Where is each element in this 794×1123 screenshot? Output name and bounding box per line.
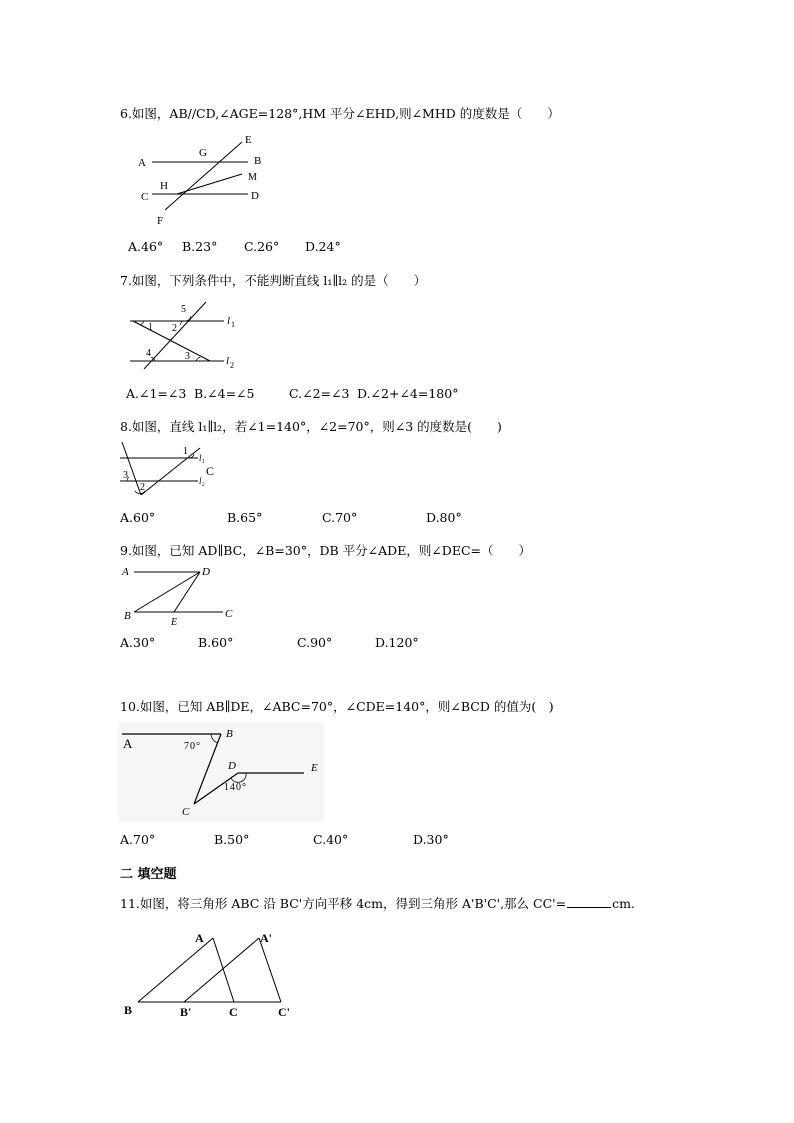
- question-7-text: 7.如图，下列条件中，不能判断直线 l₁∥l₂ 的是（ ）: [120, 273, 427, 288]
- q10-option-a[interactable]: A.70°: [120, 832, 156, 847]
- q7-label-1: 1: [148, 322, 153, 333]
- q6-option-c[interactable]: C.26°: [244, 239, 280, 254]
- q6-label-H: H: [160, 180, 168, 192]
- q7-option-c[interactable]: C.∠2=∠3: [289, 386, 350, 401]
- q9-label-A: A: [122, 566, 129, 578]
- question-9-text: 9.如图，已知 AD∥BC，∠B=30°，DB 平分∠ADE，则∠DEC=（ ）: [120, 543, 531, 558]
- q7-label-l1: l: [227, 315, 231, 327]
- q11-label-A: A: [195, 931, 204, 945]
- q9-option-c[interactable]: C.90°: [297, 635, 333, 650]
- q8-option-c[interactable]: C.70°: [322, 510, 358, 525]
- q6-label-D: D: [251, 190, 259, 202]
- q11-answer-blank[interactable]: [567, 897, 611, 908]
- q10-label-E: E: [311, 762, 318, 774]
- section-title: 二 填空题: [120, 867, 177, 882]
- q10-label-B: B: [226, 728, 233, 740]
- question-8-figure: [118, 440, 228, 502]
- q7-option-b[interactable]: B.∠4=∠5: [194, 386, 255, 401]
- q6-label-E: E: [245, 134, 252, 146]
- q6-label-F: F: [157, 215, 164, 227]
- q6-label-G: G: [199, 147, 207, 159]
- question-7-figure: [128, 296, 248, 376]
- q10-option-d[interactable]: D.30°: [413, 832, 449, 847]
- question-10-figure: [118, 722, 324, 822]
- question-9-figure: [118, 562, 248, 628]
- q10-label-A: A: [123, 736, 133, 751]
- q6-label-A: A: [138, 157, 146, 169]
- q11-label-B: B: [124, 1003, 133, 1017]
- q6-option-a[interactable]: A.46°: [128, 239, 164, 254]
- q7-option-d[interactable]: D.∠2+∠4=180°: [357, 386, 459, 401]
- q10-option-b[interactable]: B.50°: [214, 832, 250, 847]
- q7-label-5: 5: [181, 304, 186, 315]
- q9-option-a[interactable]: A.30°: [120, 635, 156, 650]
- question-6-figure: [130, 128, 280, 228]
- q6-label-B: B: [254, 155, 262, 167]
- q7-label-l2-sub: 2: [230, 361, 234, 370]
- q6-option-d[interactable]: D.24°: [305, 239, 341, 254]
- q9-option-b[interactable]: B.60°: [198, 635, 234, 650]
- question-6-text: 6.如图，AB//CD,∠AGE=128°,HM 平分∠EHD,则∠MHD 的度数是（ ）: [120, 106, 560, 121]
- q11-label-C-prime: C': [278, 1005, 290, 1019]
- q8-label-l1: l₁: [199, 453, 205, 463]
- q8-option-d[interactable]: D.80°: [426, 510, 462, 525]
- q7-label-l1-sub: 1: [231, 320, 235, 329]
- question-11-figure: [118, 922, 318, 1024]
- q10-label-70: 70°: [184, 741, 201, 752]
- q11-text-before: 11.如图，将三角形 ABC 沿 BC'方向平移 4cm，得到三角形 A'B'C',那么 CC'=: [120, 896, 567, 911]
- question-8-text: 8.如图，直线 l₁∥l₂，若∠1=140°，∠2=70°，则∠3 的度数是( ): [120, 419, 502, 434]
- question-10-text: 10.如图，已知 AB∥DE，∠ABC=70°，∠CDE=140°，则∠BCD 的值为( ): [120, 699, 554, 714]
- q10-option-c[interactable]: C.40°: [313, 832, 349, 847]
- q9-label-E: E: [171, 617, 178, 628]
- q10-label-D: D: [228, 760, 236, 772]
- q9-label-D: D: [202, 566, 210, 578]
- q6-label-C: C: [141, 191, 149, 203]
- q8-label-1: 1: [183, 446, 188, 457]
- q11-text-after: cm.: [612, 896, 635, 911]
- q11-label-C: C: [229, 1005, 238, 1019]
- q7-label-3: 3: [185, 351, 190, 362]
- q7-label-l2: l: [226, 355, 230, 367]
- q8-option-b[interactable]: B.65°: [227, 510, 263, 525]
- q9-label-B: B: [124, 610, 131, 622]
- question-11-text: [120, 894, 635, 912]
- q8-label-3: 3: [123, 470, 128, 481]
- q11-label-A-prime: A': [260, 931, 272, 945]
- q6-label-M: M: [248, 172, 257, 183]
- q9-option-d[interactable]: D.120°: [375, 635, 419, 650]
- q9-label-C: C: [225, 608, 233, 620]
- q7-label-2: 2: [172, 323, 177, 334]
- q7-option-a[interactable]: A.∠1=∠3: [126, 386, 187, 401]
- q11-label-B-prime: B': [180, 1005, 192, 1019]
- q7-label-4: 4: [146, 348, 151, 359]
- q8-label-C: C: [206, 464, 215, 478]
- q8-label-l2: l₂: [199, 476, 205, 486]
- q8-option-a[interactable]: A.60°: [120, 510, 156, 525]
- q10-label-C: C: [182, 806, 190, 818]
- q6-option-b[interactable]: B.23°: [182, 239, 218, 254]
- q8-label-2: 2: [140, 482, 145, 493]
- q10-label-140: 140°: [224, 782, 247, 793]
